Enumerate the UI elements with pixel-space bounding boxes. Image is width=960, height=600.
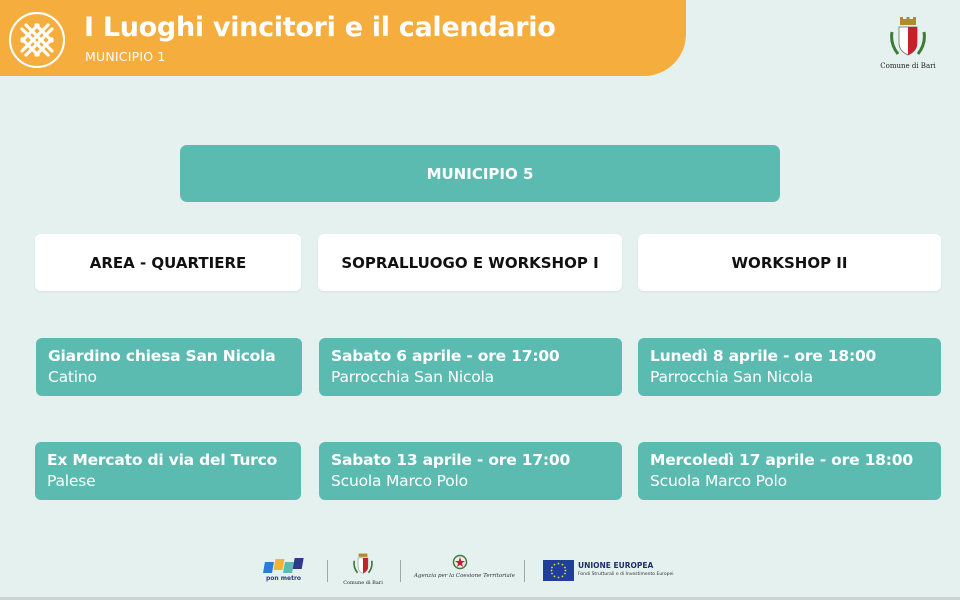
comune-bari-label: Comune di Bari	[880, 62, 936, 70]
footer-divider	[327, 560, 328, 582]
event-date: Sabato 6 aprile - ore 17:00	[331, 347, 560, 365]
area-name: Giardino chiesa San Nicola	[48, 347, 276, 365]
event-location: Scuola Marco Polo	[650, 472, 787, 490]
footer-divider	[524, 560, 525, 582]
area-quartiere: Catino	[48, 368, 97, 386]
area-name: Ex Mercato di via del Turco	[47, 451, 278, 469]
italian-emblem-icon	[452, 554, 468, 570]
comune-bari-crest-icon	[888, 16, 928, 60]
event-location: Parrocchia San Nicola	[331, 368, 494, 386]
project-logo-icon	[9, 12, 65, 68]
column-header-workshop-2: WORKSHOP II	[638, 234, 941, 291]
pon-metro-label: pon metro	[266, 575, 302, 582]
table-cell-workshop-1	[319, 338, 622, 396]
comune-bari-small-crest-icon	[352, 551, 374, 577]
table-cell-workshop-2	[638, 338, 941, 396]
event-location: Scuola Marco Polo	[331, 472, 468, 490]
table-cell-area	[36, 338, 302, 396]
municipio-heading: MUNICIPIO 5	[180, 145, 780, 202]
table-cell-area	[35, 442, 301, 500]
agenzia-coesione-label: Agenzia per la Coesione Territoriale	[414, 573, 515, 579]
footer-divider	[400, 560, 401, 582]
area-quartiere: Palese	[47, 472, 96, 490]
page-subtitle: MUNICIPIO 1	[85, 49, 166, 64]
footer-comune-label: Comune di Bari	[343, 580, 383, 586]
table-cell-workshop-1	[319, 442, 622, 500]
column-header-workshop-1: SOPRALLUOGO E WORKSHOP I	[318, 234, 622, 291]
eu-subtitle: Fondi Strutturali e di Investimento Europei	[578, 572, 674, 577]
eu-flag-icon	[543, 560, 574, 581]
table-cell-workshop-2	[638, 442, 941, 500]
footer-logos	[0, 548, 960, 594]
event-location: Parrocchia San Nicola	[650, 368, 813, 386]
event-date: Lunedì 8 aprile - ore 18:00	[650, 347, 877, 365]
eu-title: UNIONE EUROPEA	[578, 561, 654, 570]
event-date: Sabato 13 aprile - ore 17:00	[331, 451, 571, 469]
page-title: I Luoghi vincitori e il calendario	[84, 12, 556, 43]
column-header-area: AREA - QUARTIERE	[35, 234, 301, 291]
header-banner	[0, 0, 686, 76]
pon-metro-logo-icon	[262, 556, 308, 586]
event-date: Mercoledì 17 aprile - ore 18:00	[650, 451, 913, 469]
